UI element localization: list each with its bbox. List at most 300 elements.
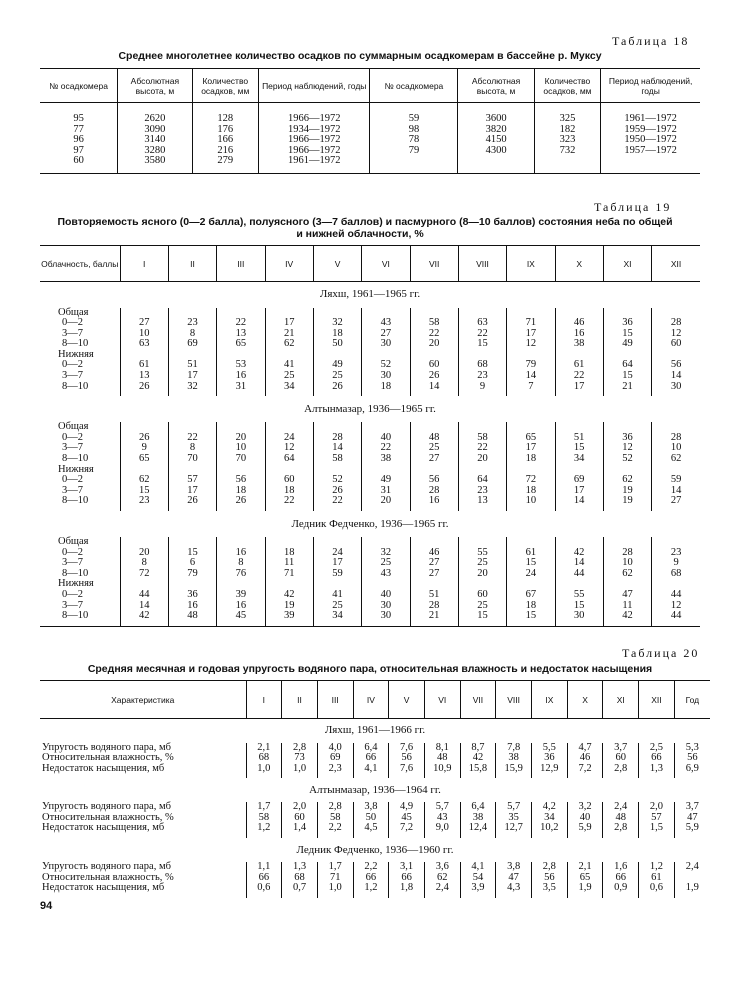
table-cell: 72 <box>120 569 168 580</box>
table-cell: 57 <box>639 813 675 824</box>
table-cell: 4,1 <box>460 862 496 873</box>
table-cell: 47 <box>603 590 651 601</box>
t19-header-first: Облачность, баллы <box>41 258 119 269</box>
table-18-cell <box>534 156 600 173</box>
table-cell: 1,7 <box>246 802 282 813</box>
table-18-cell: 732 <box>534 146 600 157</box>
t20-header-month: Год <box>674 681 710 719</box>
table-cell: 39 <box>217 590 265 601</box>
t20-header-month: V <box>389 681 425 719</box>
row-label: Недостаток насыщения, мб <box>42 762 165 774</box>
table-cell <box>603 537 651 548</box>
table-cell: 60 <box>603 753 639 764</box>
table-cell: 66 <box>353 873 389 884</box>
table-cell: 17 <box>555 382 603 397</box>
t20-header-month: VI <box>424 681 460 719</box>
table-18-cell: 3820 <box>458 125 534 136</box>
table-cell: 40 <box>362 433 410 444</box>
table-cell: 15 <box>507 611 555 626</box>
table-cell: 22 <box>555 371 603 382</box>
table-cell: 1,0 <box>317 883 353 898</box>
table-cell: 70 <box>168 454 216 465</box>
table-cell: 48 <box>424 753 460 764</box>
row-label: Общая <box>58 306 89 318</box>
table-row <box>40 590 700 601</box>
table-cell: 2,2 <box>317 823 353 838</box>
table-cell: 2,5 <box>639 743 675 754</box>
table-cell: 20 <box>410 339 458 350</box>
table-18-cell: 176 <box>192 125 258 136</box>
table-18-header: Период наблюдений, годы <box>259 69 370 103</box>
t19-header-month: IV <box>265 246 313 282</box>
table-18-cell: 59 <box>370 103 458 125</box>
table-cell: 6,9 <box>674 764 710 779</box>
table-cell: 4,9 <box>389 802 425 813</box>
table-18-header: Период наблюдений, годы <box>601 69 700 103</box>
table-cell: 14 <box>555 496 603 511</box>
table-cell: 31 <box>217 382 265 397</box>
table-row <box>40 339 700 350</box>
table-cell: 56 <box>532 873 568 884</box>
t20-header-month: I <box>246 681 282 719</box>
row-label: Упругость водяного пара, мб <box>42 801 171 813</box>
table-cell: 12 <box>652 329 700 340</box>
table-cell: 10 <box>603 558 651 569</box>
table-cell: 53 <box>217 360 265 371</box>
table-cell: 2,4 <box>424 883 460 898</box>
table-20-label: Таблица 20 <box>622 646 700 660</box>
table-cell: 62 <box>603 569 651 580</box>
table-18-header: Количество осадков, мм <box>192 69 258 103</box>
table-cell: 26 <box>410 371 458 382</box>
table-cell: 13 <box>217 329 265 340</box>
table-20-title: Средняя месячная и годовая упругость водяного пара, относительная влажность и недостаток насыщения <box>87 663 653 675</box>
table-cell: 61 <box>120 360 168 371</box>
t19-header-month: X <box>555 246 603 282</box>
table-cell: 52 <box>362 360 410 371</box>
table-18-cell: 78 <box>370 135 458 146</box>
table-cell: 1,9 <box>567 883 603 898</box>
table-cell: 12 <box>265 443 313 454</box>
table-cell: 38 <box>555 339 603 350</box>
table-cell: 16 <box>217 371 265 382</box>
table-cell: 12 <box>603 443 651 454</box>
section-row <box>40 396 700 422</box>
table-18-cell: 1934—1972 <box>259 125 370 136</box>
table-row <box>40 883 710 898</box>
table-cell: 25 <box>410 443 458 454</box>
section-title: Алтынмазар, 1936—1964 гг. <box>309 783 441 796</box>
table-cell: 16 <box>555 329 603 340</box>
table-cell: 1,5 <box>639 823 675 838</box>
table-cell: 18 <box>507 601 555 612</box>
table-cell: 58 <box>313 454 361 465</box>
section-row <box>40 719 710 743</box>
table-cell: 34 <box>265 382 313 397</box>
table-cell: 50 <box>353 813 389 824</box>
table-row <box>40 548 700 559</box>
table-cell <box>168 537 216 548</box>
table-18-cell: 182 <box>534 125 600 136</box>
table-cell: 46 <box>555 318 603 329</box>
table-18-header: Абсолютная высота, м <box>118 69 192 103</box>
table-cell: 17 <box>555 486 603 497</box>
table-cell: 4,2 <box>532 802 568 813</box>
table-cell: 23 <box>168 318 216 329</box>
table-18-label: Таблица 18 <box>612 34 690 48</box>
table-cell: 56 <box>410 475 458 486</box>
table-cell: 2,4 <box>674 862 710 873</box>
table-18-cell: 1957—1972 <box>601 146 700 157</box>
table-cell: 3,9 <box>460 883 496 898</box>
row-label: 3—7 <box>62 599 83 611</box>
table-cell: 51 <box>168 360 216 371</box>
t19-header-month: IX <box>507 246 555 282</box>
table-cell: 43 <box>424 813 460 824</box>
table-cell: 2,8 <box>532 862 568 873</box>
table-cell: 58 <box>317 813 353 824</box>
table-cell: 2,4 <box>603 802 639 813</box>
table-19-label: Таблица 19 <box>594 200 672 214</box>
table-cell: 5,9 <box>674 823 710 838</box>
section-row <box>40 282 700 308</box>
table-cell: 6 <box>168 558 216 569</box>
table-cell: 24 <box>265 433 313 444</box>
row-label: Упругость водяного пара, мб <box>42 741 171 753</box>
t20-header-month: III <box>317 681 353 719</box>
table-cell: 69 <box>168 339 216 350</box>
table-cell: 14 <box>313 443 361 454</box>
table-cell: 56 <box>652 360 700 371</box>
table-cell: 9,0 <box>424 823 460 838</box>
table-cell: 15 <box>458 611 506 626</box>
table-cell: 27 <box>410 454 458 465</box>
table-cell: 2,8 <box>603 823 639 838</box>
page-number: 94 <box>40 900 53 912</box>
table-cell: 4,1 <box>353 764 389 779</box>
table-cell: 15 <box>168 548 216 559</box>
row-label: 0—2 <box>62 546 83 558</box>
table-cell: 14 <box>555 558 603 569</box>
table-cell: 44 <box>555 569 603 580</box>
table-cell: 12 <box>652 601 700 612</box>
table-cell: 19 <box>603 496 651 511</box>
table-cell <box>507 537 555 548</box>
table-cell: 40 <box>362 590 410 601</box>
table-cell: 18 <box>217 486 265 497</box>
t20-header-month: II <box>282 681 318 719</box>
table-cell: 0,6 <box>246 883 282 898</box>
table-cell: 22 <box>458 329 506 340</box>
table-cell: 22 <box>362 443 410 454</box>
table-cell: 47 <box>496 873 532 884</box>
table-cell: 6,4 <box>460 802 496 813</box>
table-cell: 45 <box>389 813 425 824</box>
table-18-cell: 1966—1972 <box>259 146 370 157</box>
table-cell: 30 <box>362 339 410 350</box>
table-cell: 57 <box>168 475 216 486</box>
table-cell <box>410 537 458 548</box>
table-cell: 18 <box>313 329 361 340</box>
table-cell: 22 <box>410 329 458 340</box>
table-cell: 68 <box>282 873 318 884</box>
table-cell: 20 <box>217 433 265 444</box>
table-cell: 4,0 <box>317 743 353 754</box>
table-cell: 16 <box>217 548 265 559</box>
table-cell: 28 <box>410 486 458 497</box>
section-row <box>40 511 700 537</box>
table-18-header: № осадкомера <box>370 69 458 103</box>
table-cell: 1,2 <box>353 883 389 898</box>
table-cell: 72 <box>507 475 555 486</box>
table-18-cell: 3090 <box>118 125 192 136</box>
table-cell: 42 <box>120 611 168 626</box>
table-19-title-line1: Повторяемость ясного (0—2 балла), полуясного (3—7 баллов) и пасмурного (8—10 баллов) состояния неба по общей <box>57 216 673 228</box>
table-cell: 25 <box>458 601 506 612</box>
table-cell: 40 <box>567 813 603 824</box>
table-cell: 15 <box>603 371 651 382</box>
table-18-cell: 1950—1972 <box>601 135 700 146</box>
table-cell: 11 <box>265 558 313 569</box>
table-cell: 56 <box>674 753 710 764</box>
row-label: 8—10 <box>62 610 89 622</box>
table-cell: 48 <box>410 433 458 444</box>
table-cell: 2,1 <box>567 862 603 873</box>
table-cell: 32 <box>313 318 361 329</box>
table-cell: 62 <box>120 475 168 486</box>
table-cell: 3,8 <box>496 862 532 873</box>
t19-header-month: VI <box>362 246 410 282</box>
table-cell: 26 <box>313 486 361 497</box>
table-cell: 27 <box>362 329 410 340</box>
table-cell: 25 <box>458 558 506 569</box>
section-title: Ляхш, 1961—1965 гг. <box>319 288 421 301</box>
t19-header-month: XII <box>652 246 700 282</box>
table-cell: 56 <box>217 475 265 486</box>
table-cell: 73 <box>282 753 318 764</box>
row-label: Недостаток насыщения, мб <box>42 882 165 894</box>
table-row <box>40 537 700 548</box>
table-cell: 20 <box>458 454 506 465</box>
t19-header-month: VIII <box>458 246 506 282</box>
table-cell: 16 <box>410 496 458 511</box>
t19-header-month: II <box>168 246 216 282</box>
table-row <box>40 156 700 173</box>
t19-header-month: V <box>313 246 361 282</box>
table-cell: 60 <box>410 360 458 371</box>
row-label: 8—10 <box>62 495 89 507</box>
table-cell: 22 <box>168 433 216 444</box>
table-18-cell: 1966—1972 <box>259 103 370 125</box>
table-cell: 7,8 <box>496 743 532 754</box>
table-cell: 39 <box>265 611 313 626</box>
table-cell: 58 <box>458 433 506 444</box>
t20-header-month: X <box>567 681 603 719</box>
table-cell: 60 <box>265 475 313 486</box>
table-cell: 27 <box>652 496 700 511</box>
table-cell: 38 <box>496 753 532 764</box>
table-cell: 42 <box>603 611 651 626</box>
table-cell: 26 <box>168 496 216 511</box>
table-cell: 50 <box>313 339 361 350</box>
row-label: Относительная влажность, % <box>42 811 174 823</box>
t20-header-month: IX <box>532 681 568 719</box>
table-cell: 1,2 <box>246 823 282 838</box>
table-cell: 3,2 <box>567 802 603 813</box>
table-cell: 4,3 <box>496 883 532 898</box>
row-label: 0—2 <box>62 474 83 486</box>
table-18-cell: 77 <box>73 123 84 135</box>
table-cell: 30 <box>362 611 410 626</box>
table-18-cell: 1961—1972 <box>601 103 700 125</box>
table-cell: 61 <box>555 360 603 371</box>
table-cell: 12 <box>507 339 555 350</box>
table-cell: 14 <box>507 371 555 382</box>
table-row <box>40 569 700 580</box>
table-cell: 46 <box>567 753 603 764</box>
table-cell: 59 <box>652 475 700 486</box>
table-cell: 64 <box>458 475 506 486</box>
table-cell: 25 <box>313 601 361 612</box>
table-cell: 3,1 <box>389 862 425 873</box>
table-cell: 6,4 <box>353 743 389 754</box>
t19-header-month: I <box>120 246 168 282</box>
table-cell <box>555 537 603 548</box>
table-cell: 1,4 <box>282 823 318 838</box>
table-cell: 51 <box>555 433 603 444</box>
table-row <box>40 611 700 626</box>
table-cell: 22 <box>265 496 313 511</box>
table-cell: 46 <box>410 548 458 559</box>
table-cell: 7,2 <box>567 764 603 779</box>
table-cell <box>265 537 313 548</box>
table-cell: 23 <box>120 496 168 511</box>
table-row <box>40 135 700 146</box>
table-cell: 60 <box>652 339 700 350</box>
table-18-cell: 325 <box>534 103 600 125</box>
table-cell: 3,6 <box>424 862 460 873</box>
table-cell: 1,9 <box>674 883 710 898</box>
table-cell: 44 <box>652 590 700 601</box>
table-cell: 30 <box>362 371 410 382</box>
row-label: 0—2 <box>62 431 83 443</box>
t20-header-month: IV <box>353 681 389 719</box>
section-title: Ледник Федченко, 1936—1965 гг. <box>291 517 449 530</box>
table-cell: 28 <box>410 601 458 612</box>
table-cell: 15 <box>555 601 603 612</box>
table-cell: 5,5 <box>532 743 568 754</box>
table-cell: 2,8 <box>603 764 639 779</box>
table-19 <box>40 245 700 627</box>
table-cell: 30 <box>652 382 700 397</box>
row-label: Нижняя <box>58 463 94 475</box>
table-cell: 18 <box>265 548 313 559</box>
table-cell: 24 <box>507 569 555 580</box>
table-cell: 30 <box>555 611 603 626</box>
table-cell <box>458 537 506 548</box>
table-18-cell: 98 <box>370 125 458 136</box>
table-cell: 28 <box>313 433 361 444</box>
table-cell: 28 <box>652 318 700 329</box>
table-cell: 12,9 <box>532 764 568 779</box>
table-cell: 20 <box>362 496 410 511</box>
table-cell: 27 <box>120 318 168 329</box>
table-cell: 17 <box>313 558 361 569</box>
table-row <box>40 454 700 465</box>
table-cell: 79 <box>507 360 555 371</box>
table-cell: 61 <box>507 548 555 559</box>
section-row <box>40 778 710 802</box>
table-18-cell <box>601 156 700 173</box>
table-cell: 51 <box>410 590 458 601</box>
row-label: Общая <box>58 536 89 547</box>
table-cell: 1,3 <box>282 862 318 873</box>
table-cell: 16 <box>217 601 265 612</box>
table-cell: 4,5 <box>353 823 389 838</box>
table-cell: 0,6 <box>639 883 675 898</box>
table-cell: 15,9 <box>496 764 532 779</box>
table-cell: 44 <box>120 590 168 601</box>
table-18-cell: 60 <box>73 155 84 167</box>
t19-header-month: VII <box>410 246 458 282</box>
table-cell: 65 <box>567 873 603 884</box>
table-cell: 16 <box>168 601 216 612</box>
table-cell: 41 <box>265 360 313 371</box>
table-cell: 15 <box>603 329 651 340</box>
table-cell: 30 <box>362 601 410 612</box>
table-18-cell: 128 <box>192 103 258 125</box>
t20-header-month: VIII <box>496 681 532 719</box>
table-cell: 25 <box>265 371 313 382</box>
table-row <box>40 146 700 157</box>
table-cell: 26 <box>120 382 168 397</box>
table-cell: 14 <box>652 486 700 497</box>
table-cell: 9 <box>458 382 506 397</box>
table-cell: 66 <box>353 753 389 764</box>
table-cell: 44 <box>652 611 700 626</box>
table-cell: 49 <box>603 339 651 350</box>
table-cell: 66 <box>389 873 425 884</box>
table-cell: 21 <box>603 382 651 397</box>
table-cell: 10,9 <box>424 764 460 779</box>
table-cell: 58 <box>246 813 282 824</box>
table-cell: 1,6 <box>603 862 639 873</box>
table-cell: 12,4 <box>460 823 496 838</box>
table-cell: 20 <box>120 548 168 559</box>
table-18-cell: 97 <box>73 144 84 156</box>
table-cell: 79 <box>168 569 216 580</box>
table-cell: 2,1 <box>246 743 282 754</box>
table-cell: 34 <box>532 813 568 824</box>
table-cell: 8 <box>217 558 265 569</box>
table-cell: 1,1 <box>246 862 282 873</box>
table-cell: 15,8 <box>460 764 496 779</box>
table-cell: 7,6 <box>389 764 425 779</box>
table-cell: 71 <box>317 873 353 884</box>
table-cell: 17 <box>168 371 216 382</box>
table-cell: 0,9 <box>603 883 639 898</box>
table-cell: 62 <box>424 873 460 884</box>
table-cell: 41 <box>313 590 361 601</box>
table-18 <box>40 68 700 174</box>
table-cell: 1,0 <box>282 764 318 779</box>
table-cell: 64 <box>603 360 651 371</box>
table-cell: 27 <box>410 569 458 580</box>
row-label: 0—2 <box>62 359 83 371</box>
table-cell: 36 <box>603 433 651 444</box>
table-cell: 43 <box>362 569 410 580</box>
row-label: 8—10 <box>62 380 89 392</box>
